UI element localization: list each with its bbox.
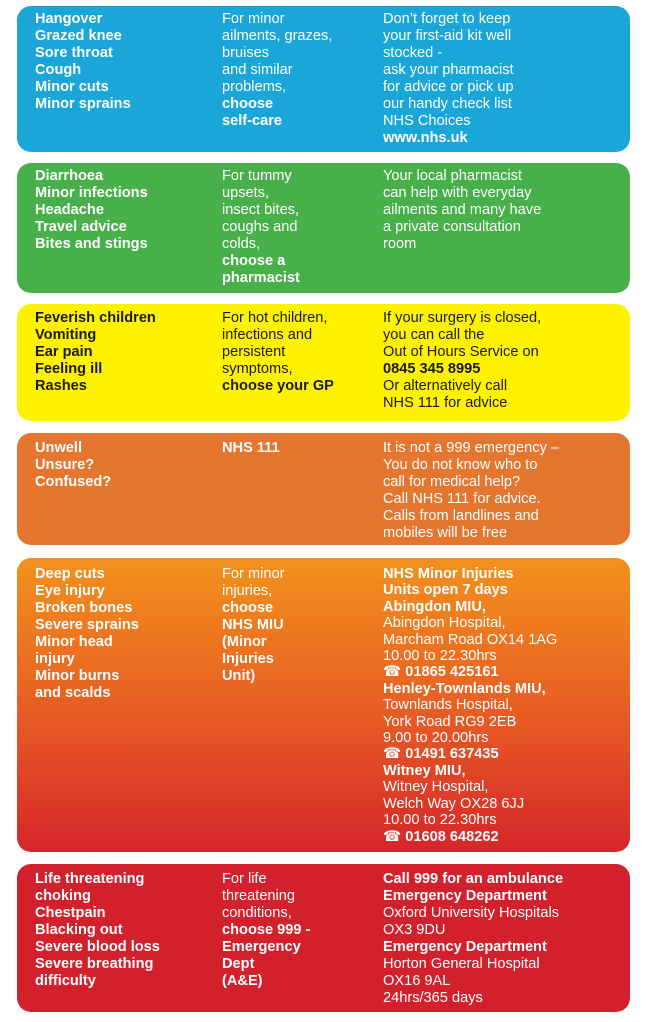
symptom-line: and scalds [35,685,111,701]
symptoms-list [35,11,225,113]
self-care-box [17,6,630,152]
text-line: NHS 111 for advice [383,395,508,411]
symptom-line: Minor cuts [35,79,109,95]
text-line: Call NHS 111 for advice. [383,491,541,507]
text-line: You do not know who to [383,457,538,473]
text-line: conditions, [222,905,292,921]
symptom-line: Cough [35,62,82,78]
symptoms-list [35,310,225,395]
text-line: It is not a 999 emergency – [383,440,560,456]
text-line: Call 999 for an ambulance [383,871,564,887]
gp-box [17,304,630,421]
text-line: ☎ 01608 648262 [383,828,499,845]
text-line: Emergency [222,939,301,955]
text-line: ☎ 01491 637435 [383,746,499,763]
symptom-line: Sore throat [35,45,113,61]
symptom-line: Minor burns [35,668,120,684]
symptom-line: Travel advice [35,219,127,235]
text-line: ailments and many have [383,202,542,218]
text-line: Welch Way OX28 6JJ [383,795,525,812]
text-line: Don’t forget to keep [383,11,511,27]
symptom-line: Feeling ill [35,361,103,377]
text-line: Out of Hours Service on [383,344,539,360]
symptom-line: Minor head [35,634,113,650]
symptoms-list [35,566,225,702]
symptoms-list [35,871,225,990]
text-line: symptoms, [222,361,293,377]
text-line: Townlands Hospital, [383,697,513,714]
emergency-box [17,864,630,1012]
text-line: NHS Minor Injuries [383,566,514,582]
symptom-line: Feverish children [35,310,156,326]
text-line: Calls from landlines and [383,508,539,524]
text-line: For minor [222,566,285,582]
text-line: Units open 7 days [383,582,508,599]
text-line: Marcham Road OX14 1AG [383,631,558,648]
text-line: Horton General Hospital [383,956,540,972]
advice-text [222,871,377,990]
info-text [383,11,629,147]
text-line: Emergency Department [383,888,547,904]
symptom-line: Grazed knee [35,28,122,44]
text-line: injuries, [222,583,273,599]
text-line: (Minor [222,634,267,650]
text-line: colds, [222,236,261,252]
text-line: For tummy [222,168,292,184]
info-text [383,168,629,253]
text-line: 24hrs/365 days [383,990,483,1006]
info-text [383,566,629,845]
symptom-line: Minor sprains [35,96,131,112]
symptoms-list [35,168,225,253]
symptom-line: Eye injury [35,583,105,599]
text-line: NHS Choices [383,113,471,129]
text-line: NHS 111 [222,440,280,456]
symptom-line: Unwell [35,440,83,456]
text-line: York Road RG9 2EB [383,713,517,730]
text-line: ailments, grazes, [222,28,333,44]
symptom-line: Deep cuts [35,566,105,582]
text-line: choose [222,96,274,112]
symptoms-list [35,440,225,491]
advice-text [222,168,377,287]
text-line: infections and [222,327,313,343]
symptom-line: Headache [35,202,104,218]
text-line: If your surgery is closed, [383,310,542,326]
symptom-line: Severe breathing [35,956,154,972]
symptom-line: Minor infections [35,185,148,201]
symptom-line: Diarrhoea [35,168,104,184]
text-line: room [383,236,417,252]
text-line: call for medical help? [383,474,521,490]
text-line: coughs and [222,219,298,235]
minor-injuries-box [17,558,630,852]
text-line: ask your pharmacist [383,62,514,78]
text-line: (A&E) [222,973,263,989]
symptom-line: Broken bones [35,600,133,616]
symptom-line: injury [35,651,75,667]
text-line: self-care [222,113,283,129]
text-line: for advice or pick up [383,79,514,95]
text-line: problems, [222,79,287,95]
text-line: Injuries [222,651,274,667]
text-line: upsets, [222,185,270,201]
symptom-line: Unsure? [35,457,95,473]
text-line: ☎ 01865 425161 [383,664,499,681]
text-line: your first-aid kit well [383,28,512,44]
text-line: 10.00 to 22.30hrs [383,812,497,829]
symptom-line: Vomiting [35,327,97,343]
text-line: Unit) [222,668,256,684]
info-text [383,440,629,542]
text-line: mobiles will be free [383,525,508,541]
text-line: Abingdon MIU, [383,598,486,615]
info-text [383,871,629,1007]
symptom-line: Ear pain [35,344,93,360]
symptom-line: Blacking out [35,922,123,938]
text-line: 10.00 to 22.30hrs [383,648,497,665]
symptom-line: Chestpain [35,905,106,921]
text-line: NHS MIU [222,617,284,633]
text-line: 9.00 to 20.00hrs [383,730,489,747]
text-line: Abingdon Hospital, [383,615,506,632]
symptom-line: Severe blood loss [35,939,160,955]
text-line: Witney MIU, [383,762,466,779]
pharmacist-box [17,163,630,293]
nhs111-box [17,433,630,545]
symptom-line: Life threatening [35,871,145,887]
text-line: OX3 9DU [383,922,446,938]
text-line: can help with everyday [383,185,532,201]
text-line: Oxford University Hospitals [383,905,559,921]
advice-text [222,440,377,457]
text-line: pharmacist [222,270,300,286]
text-line: choose [222,600,274,616]
text-line: our handy check list [383,96,512,112]
text-line: Henley-Townlands MIU, [383,680,546,697]
text-line: choose your GP [222,378,334,394]
text-line: For life [222,871,267,887]
symptom-line: Hangover [35,11,103,27]
text-line: www.nhs.uk [383,130,468,146]
advice-text [222,566,377,685]
text-line: you can call the [383,327,485,343]
text-line: a private consultation [383,219,521,235]
info-text [383,310,629,412]
advice-text [222,310,377,395]
text-line: and similar [222,62,293,78]
text-line: choose a [222,253,286,269]
text-line: threatening [222,888,296,904]
text-line: insect bites, [222,202,300,218]
symptom-line: choking [35,888,91,904]
text-line: Your local pharmacist [383,168,522,184]
text-line: persistent [222,344,286,360]
symptom-line: Confused? [35,474,112,490]
symptom-line: Rashes [35,378,87,394]
text-line: choose 999 - [222,922,311,938]
text-line: For minor [222,11,285,27]
text-line: bruises [222,45,270,61]
text-line: 0845 345 8995 [383,361,481,377]
symptom-line: Severe sprains [35,617,139,633]
text-line: Witney Hospital, [383,779,489,796]
symptom-line: Bites and stings [35,236,148,252]
text-line: Emergency Department [383,939,547,955]
text-line: Dept [222,956,255,972]
text-line: OX16 9AL [383,973,451,989]
text-line: For hot children, [222,310,328,326]
advice-text [222,11,377,130]
symptom-line: difficulty [35,973,96,989]
text-line: stocked - [383,45,443,61]
text-line: Or alternatively call [383,378,508,394]
